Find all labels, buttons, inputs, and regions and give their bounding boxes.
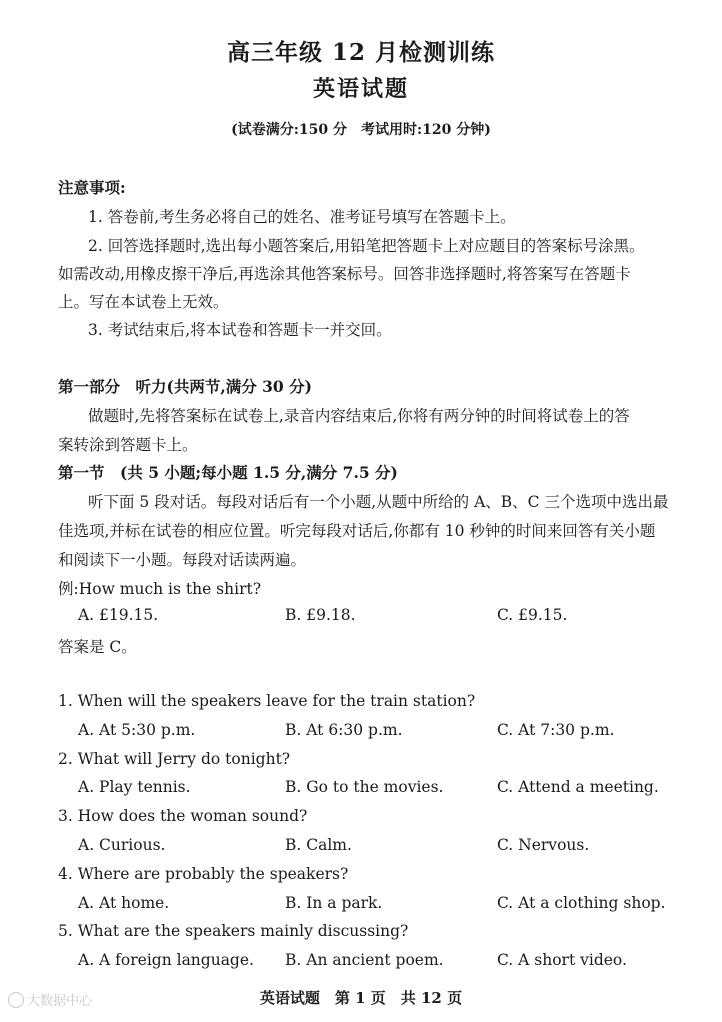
example-option-c: C. £9.15. bbox=[497, 606, 568, 624]
part1-heading: 第一部分 听力(共两节,满分 30 分) bbox=[58, 377, 312, 396]
question-1-option-b: B. At 6:30 p.m. bbox=[285, 721, 403, 739]
exam-meta: (试卷满分:150 分 考试用时:120 分钟) bbox=[231, 122, 491, 138]
question-2-option-a: A. Play tennis. bbox=[78, 778, 191, 796]
question-5-option-a: A. A foreign language. bbox=[78, 951, 254, 969]
page-footer: 英语试题 第 1 页 共 12 页 bbox=[259, 989, 463, 1007]
notice-line: 2. 回答选择题时,选出每小题答案后,用铅笔把答题卡上对应题目的答案标号涂黑。 bbox=[88, 237, 645, 255]
question-5-option-c: C. A short video. bbox=[497, 951, 627, 969]
question-2-option-b: B. Go to the movies. bbox=[285, 778, 444, 796]
question-5: 5. What are the speakers mainly discussing? bbox=[58, 922, 409, 940]
example-question: 例:How much is the shirt? bbox=[58, 580, 262, 598]
question-4: 4. Where are probably the speakers? bbox=[58, 865, 349, 883]
section1-intro-line: 和阅读下一小题。每段对话读两遍。 bbox=[58, 551, 307, 569]
example-answer: 答案是 C。 bbox=[58, 638, 137, 656]
watermark-logo-icon bbox=[8, 992, 24, 1008]
question-4-option-a: A. At home. bbox=[78, 894, 170, 912]
question-1-option-a: A. At 5:30 p.m. bbox=[78, 721, 196, 739]
subject-title: 英语试题 bbox=[312, 76, 409, 102]
notice-line: 上。写在本试卷上无效。 bbox=[58, 293, 229, 311]
watermark bbox=[8, 990, 92, 1009]
part1-intro-line: 做题时,先将答案标在试卷上,录音内容结束后,你将有两分钟的时间将试卷上的答 bbox=[88, 407, 630, 425]
question-3-option-a: A. Curious. bbox=[78, 836, 166, 854]
section1-intro-line: 佳选项,并标在试卷的相应位置。听完每段对话后,你都有 10 秒钟的时间来回答有关小题 bbox=[58, 522, 656, 540]
section1-heading: 第一节 (共 5 小题;每小题 1.5 分,满分 7.5 分) bbox=[58, 463, 398, 482]
example-option-a: A. £19.15. bbox=[78, 606, 159, 624]
watermark-text: 大数据中心 bbox=[27, 994, 93, 1009]
notice-line: 3. 考试结束后,将本试卷和答题卡一并交回。 bbox=[88, 321, 392, 339]
example-option-b: B. £9.18. bbox=[285, 606, 356, 624]
question-2: 2. What will Jerry do tonight? bbox=[58, 750, 291, 768]
notice-line: 1. 答卷前,考生务必将自己的姓名、准考证号填写在答题卡上。 bbox=[88, 208, 516, 226]
section1-intro-line: 听下面 5 段对话。每段对话后有一个小题,从题中所给的 A、B、C 三个选项中选出最 bbox=[88, 493, 669, 511]
notice-line: 如需改动,用橡皮擦干净后,再选涂其他答案标号。回答非选择题时,将答案写在答题卡 bbox=[58, 265, 631, 283]
exam-title: 高三年级 12 月检测训练 bbox=[226, 39, 496, 66]
question-1: 1. When will the speakers leave for the train station? bbox=[58, 692, 476, 710]
question-4-option-c: C. At a clothing shop. bbox=[497, 894, 666, 912]
notice-heading: 注意事项: bbox=[58, 178, 126, 197]
question-3: 3. How does the woman sound? bbox=[58, 807, 308, 825]
part1-intro-line: 案转涂到答题卡上。 bbox=[58, 436, 198, 454]
question-2-option-c: C. Attend a meeting. bbox=[497, 778, 659, 796]
question-3-option-b: B. Calm. bbox=[285, 836, 352, 854]
question-4-option-b: B. In a park. bbox=[285, 894, 383, 912]
question-5-option-b: B. An ancient poem. bbox=[285, 951, 444, 969]
question-3-option-c: C. Nervous. bbox=[497, 836, 590, 854]
question-1-option-c: C. At 7:30 p.m. bbox=[497, 721, 615, 739]
